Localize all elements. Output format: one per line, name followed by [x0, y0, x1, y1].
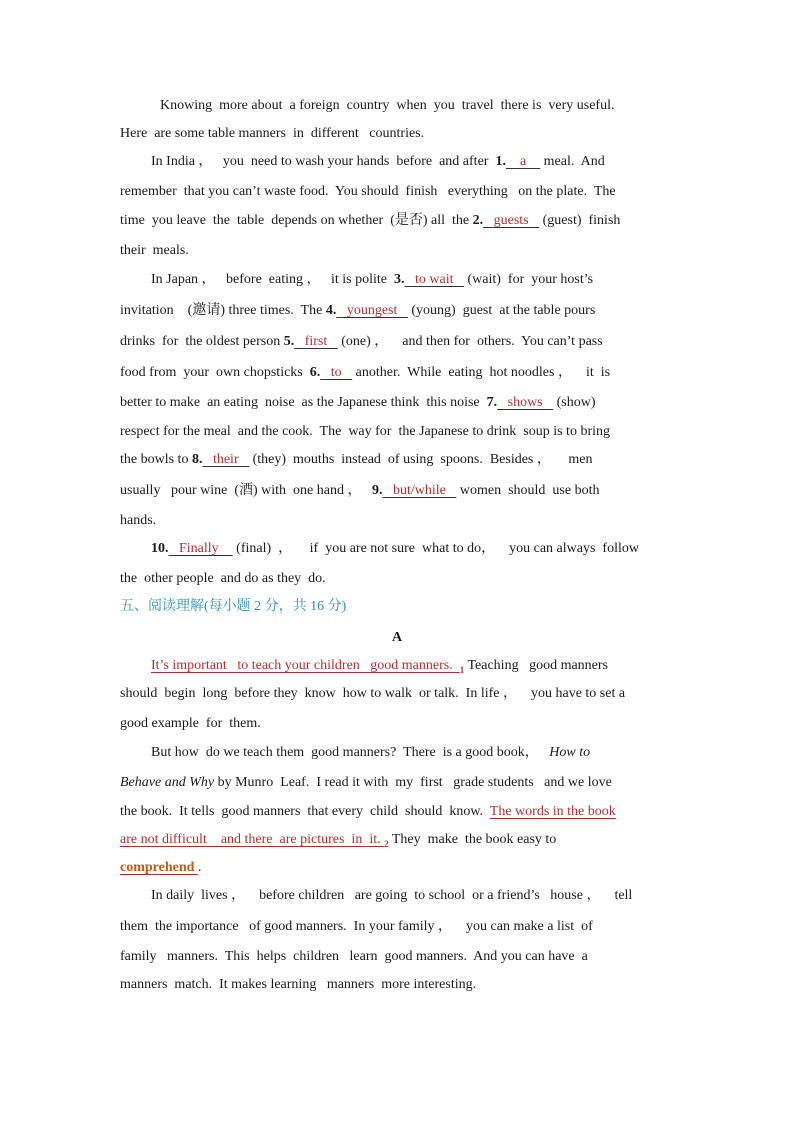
blank-number: 1. [495, 154, 506, 169]
text: women should use both [456, 483, 600, 498]
text: They make the book easy to [388, 832, 557, 847]
reading-line-8 [120, 859, 680, 877]
answer-5: first [294, 334, 338, 349]
text: (young) guest at the table pours [407, 303, 596, 318]
reading-line-9: In daily lives ， before children are going to school or a friend’s house ， tell [151, 888, 633, 903]
reading-line-1 [151, 657, 711, 679]
japan-line-9: hands. [120, 513, 157, 528]
blank-number: 3. [394, 272, 405, 287]
text: (final) ， if you are not sure what to do， you can always follow [232, 541, 639, 556]
answer-4: youngest [336, 303, 408, 318]
answer-2: guests [483, 213, 540, 228]
answer-8: their [202, 452, 250, 467]
text: the bowls to [120, 452, 192, 467]
marked-sentence-2: are not difficult and there are pictures in it. [120, 832, 385, 847]
book-title: Behave and Why [120, 775, 215, 790]
text: In India ， you need to wash your hands before and after [151, 154, 496, 169]
blank-number: 9. [371, 483, 383, 498]
mark-number: 2 [384, 838, 389, 849]
reading-line-12: manners match. It makes learning manners more interesting. [120, 977, 477, 992]
text: (one) ， and then for others. You can’t pass [337, 334, 603, 349]
mark-number: 1 [459, 664, 465, 675]
blank-number: 10. [151, 541, 169, 556]
reading-line-4 [151, 744, 711, 762]
blank-number: 7. [486, 395, 498, 410]
india-line-1 [151, 153, 711, 171]
text: (show) [553, 395, 596, 410]
text: usually pour wine (酒) with one hand ， [120, 483, 372, 498]
text: In Japan ， before eating ， it is polite [151, 272, 394, 287]
passage-label: A [391, 630, 403, 645]
section-heading: 五、阅读理解(每小题 2 分，共 16 分) [120, 599, 347, 614]
text: food from your own chopsticks [120, 365, 310, 380]
blank-number: 2. [472, 213, 484, 228]
japan-line-7 [120, 451, 680, 469]
text: time you leave the table depends on whether (是否) all the [120, 213, 473, 228]
japan-line-2 [120, 302, 680, 320]
blank-number: 4. [325, 303, 337, 318]
key-word: comprehend [120, 860, 198, 875]
japan-line-4 [120, 364, 680, 382]
answer-10: Finally [168, 541, 233, 556]
text: invitation (邀请) three times. The [120, 303, 326, 318]
japan-line-1 [151, 271, 711, 289]
final-line-2: the other people and do as they do. [120, 571, 326, 586]
cloze-intro-line-1: Knowing more about a foreign country when you travel there is very useful. [160, 98, 615, 113]
blank-number: 8. [191, 452, 203, 467]
reading-line-10: them the importance of good manners. In your family ， you can make a list of [120, 919, 593, 934]
japan-line-5 [120, 394, 680, 412]
cloze-intro-line-2: Here are some table manners in different countries. [120, 126, 425, 141]
answer-1: a [505, 154, 541, 169]
reading-line-5 [120, 774, 680, 792]
reading-line-7 [120, 831, 680, 853]
text: another. While eating hot noodles ， it is [352, 365, 611, 380]
reading-line-3: good example for them. [120, 716, 261, 731]
reading-line-2: should begin long before they know how to walk or talk. In life ， you have to set a [120, 686, 626, 701]
text: better to make an eating noise as the Japanese think this noise [120, 395, 487, 410]
answer-7: shows [497, 395, 554, 410]
text: meal. And [540, 154, 605, 169]
answer-3: to wait [404, 272, 464, 287]
text: drinks for the oldest person [120, 334, 284, 349]
marked-sentence-2: The words in the book [489, 804, 616, 819]
final-line-1 [151, 540, 711, 558]
blank-number: 6. [309, 365, 321, 380]
india-line-4: their meals. [120, 243, 189, 258]
india-line-3 [120, 212, 680, 230]
text: (guest) finish [539, 213, 621, 228]
text: the book. It tells good manners that every child should know. [120, 804, 490, 819]
reading-line-6 [120, 803, 680, 821]
blank-number: 5. [283, 334, 295, 349]
japan-line-6: respect for the meal and the cook. The way for the Japanese to drink soup is to bring [120, 424, 610, 439]
text: . [197, 860, 202, 875]
text: But how do we teach them good manners? There is a good book， [151, 745, 550, 760]
answer-9: but/while [382, 483, 457, 498]
answer-6: to [320, 365, 353, 380]
india-line-2: remember that you can’t waste food. You should finish everything on the plate. The [120, 184, 616, 199]
book-title: How to [549, 745, 591, 760]
marked-sentence-1: It’s important to teach your children good manners. [151, 658, 460, 673]
text: by Munro Leaf. I read it with my first grade students and we love [214, 775, 612, 790]
text: (they) mouths instead of using spoons. Besides ， men [249, 452, 593, 467]
japan-line-3 [120, 333, 680, 351]
text: (wait) for your host’s [464, 272, 594, 287]
reading-line-11: family manners. This helps children learn good manners. And you can have a [120, 949, 588, 964]
japan-line-8 [120, 482, 680, 500]
text: Teaching good manners [464, 658, 608, 673]
